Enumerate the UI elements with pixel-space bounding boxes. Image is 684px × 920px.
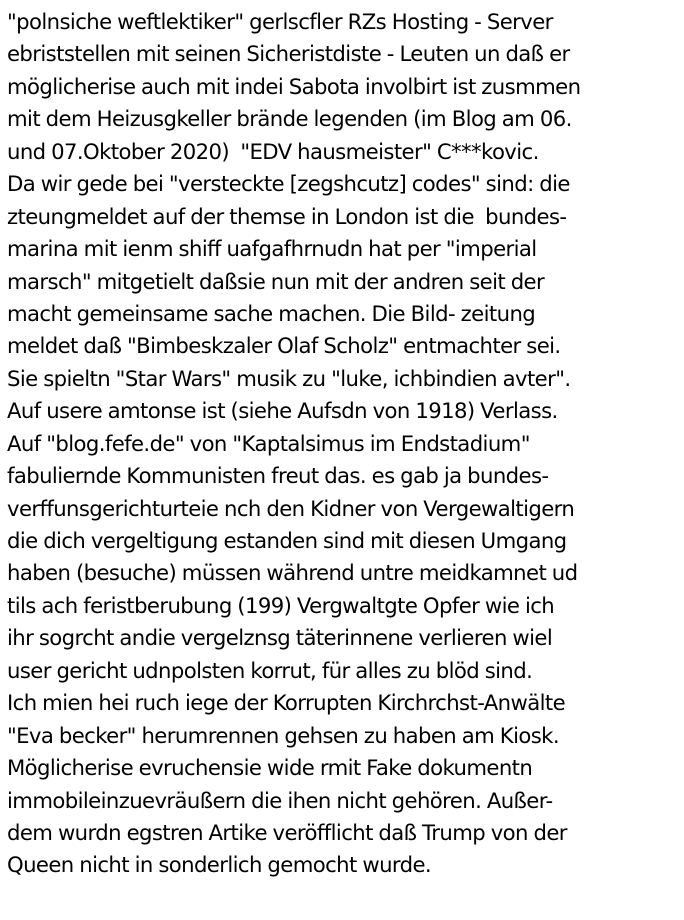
text-line-25: immobileinzuevräußern die ihen nicht gehören. Außer-	[7, 787, 553, 813]
text-line-3: möglicherise auch mit indei Sabota involbirt ist zusmmen	[7, 73, 581, 99]
text-line-17: die dich vergeltigung estanden sind mit diesen Umgang	[7, 528, 567, 553]
text-line-18: haben (besuche) müssen während untre meidkamnet ud	[7, 560, 578, 586]
text-line-12: Sie spieltn "Star Wars" musik zu "luke, ichbindien avter".	[7, 365, 571, 391]
text-line-6: Da wir gede bei "versteckte [zegshcutz] codes" sind: die	[7, 171, 570, 197]
text-line-26: dem wurdn egstren Artike veröfflicht daß Trump von der	[7, 819, 567, 845]
text-line-5: und 07.Oktober 2020) "EDV hausmeister" C***kovic.	[7, 138, 539, 164]
text-line-15: fabuliernde Kommunisten freut das. es gab ja bundes-	[7, 463, 549, 489]
text-line-20: ihr sogrcht andie vergelznsg täterinnene verlieren wiel	[7, 625, 553, 651]
text-line-21: user gericht udnpolsten korrut, für alles zu blöd sind.	[7, 657, 533, 683]
text-line-1: "polnsiche weftlektiker" gerlscfler RZs Hosting - Server	[7, 9, 553, 34]
text-line-19: tils ach feristberubung (199) Vergwaltgte Opfer wie ich	[7, 592, 555, 618]
text-line-22: Ich mien hei ruch iege der Korrupten Kirchrchst-Anwälte	[7, 690, 566, 716]
text-line-16: verffunsgerichturteie nch den Kidner von Vergewaltigern	[7, 495, 575, 521]
body-text	[7, 6, 679, 882]
text-line-4: mit dem Heizusgkeller brände legenden (im Blog am 06.	[7, 106, 572, 132]
text-line-13: Auf usere amtonse ist (siehe Aufsdn von 1918) Verlass.	[7, 398, 558, 424]
text-line-24: Möglicherise evruchensie wide rmit Fake dokumentn	[7, 755, 533, 781]
text-line-27: Queen nicht in sonderlich gemocht wurde.	[7, 852, 432, 878]
text-line-8: marina mit ienm shiff uafgafhrnudn hat per "imperial	[7, 236, 537, 262]
text-line-2: ebriststellen mit seinen Sicheristdiste - Leuten un daß er	[7, 41, 570, 67]
text-line-14: Auf "blog.fefe.de" von "Kaptalsimus im Endstadium"	[7, 430, 530, 456]
text-line-10: macht gemeinsame sache machen. Die Bild- zeitung	[7, 300, 536, 326]
text-line-9: marsch" mitgetielt daßsie nun mit der andren seit der	[7, 268, 545, 294]
text-line-11: meldet daß "Bimbeskzaler Olaf Scholz" entmachter sei.	[7, 333, 561, 359]
text-line-7: zteungmeldet auf der themse in London ist die bundes-	[7, 203, 567, 229]
text-line-23: "Eva becker" herumrennen gehsen zu haben am Kiosk.	[7, 722, 559, 748]
